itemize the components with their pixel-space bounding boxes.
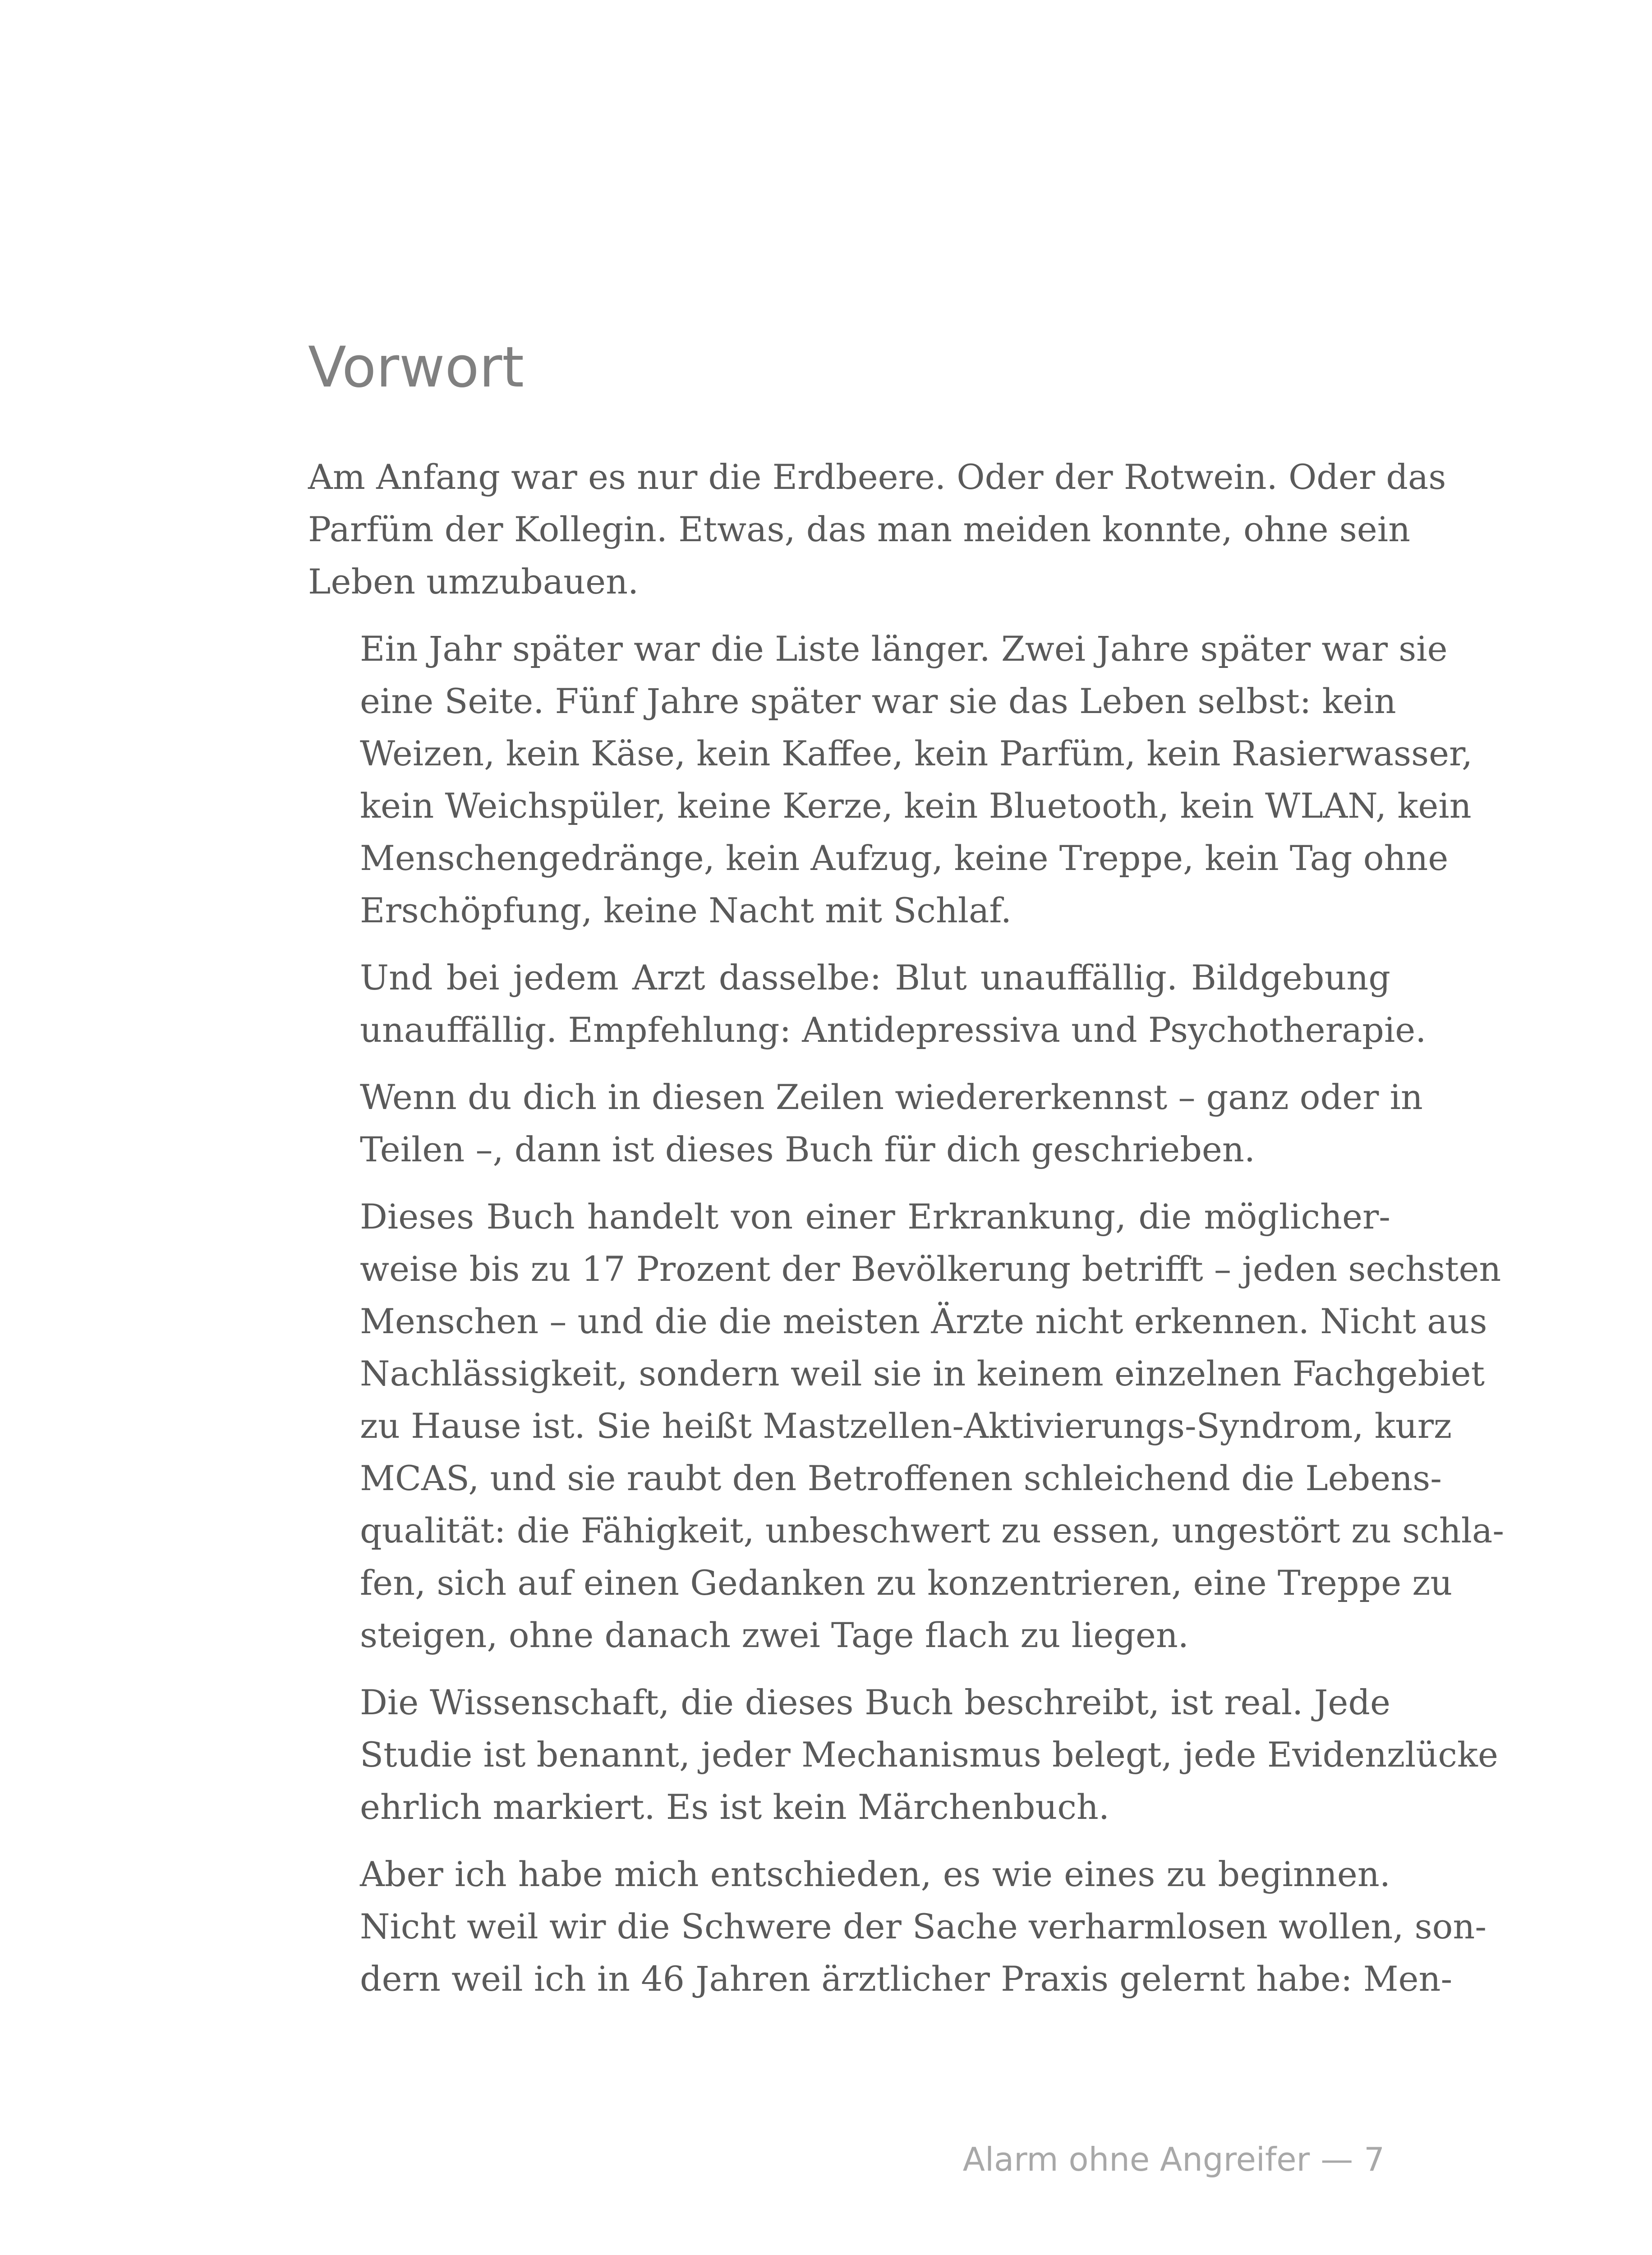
text-line: Wenn du dich in diesen Zeilen wiedererkennst – ganz oder in xyxy=(360,1077,1423,1117)
text-line: eine Seite. Fünf Jahre später war sie das Leben selbst: kein xyxy=(360,681,1396,721)
text-line: Parfüm der Kollegin. Etwas, das man meiden konnte, ohne sein xyxy=(308,509,1411,549)
text-line: Erschöpfung, keine Nacht mit Schlaf. xyxy=(360,890,1012,930)
text-line: Menschengedränge, kein Aufzug, keine Treppe, kein Tag ohne xyxy=(360,838,1449,878)
text-line: MCAS, und sie raubt den Betroffenen schleichend die Lebens- xyxy=(360,1458,1442,1498)
paragraph xyxy=(308,1676,1498,1833)
text-line: weise bis zu 17 Prozent der Bevölkerung betrifft – jeden sechsten xyxy=(360,1249,1501,1289)
text-line: Am Anfang war es nur die Erdbeere. Oder der Rotwein. Oder das xyxy=(308,457,1446,497)
footer-separator: — xyxy=(1321,2140,1353,2178)
paragraph xyxy=(308,1191,1505,1661)
text-line: Und bei jedem Arzt dasselbe: Blut unauffällig. Bildgebung xyxy=(360,957,1390,998)
text-line: Ein Jahr später war die Liste länger. Zwei Jahre später war sie xyxy=(360,629,1448,669)
chapter-title: Vorwort xyxy=(308,335,524,400)
body-text xyxy=(308,451,1505,2020)
text-line: Nachlässigkeit, sondern weil sie in keinem einzelnen Fachgebiet xyxy=(360,1353,1485,1394)
paragraph xyxy=(308,623,1473,937)
running-footer xyxy=(943,2137,1385,2182)
text-line: ehrlich markiert. Es ist kein Märchenbuch. xyxy=(360,1787,1110,1827)
paragraph xyxy=(308,1071,1423,1176)
paragraph xyxy=(308,952,1427,1056)
text-line: Weizen, kein Käse, kein Kaffee, kein Parfüm, kein Rasierwasser, xyxy=(360,733,1473,773)
text-line: unauffällig. Empfehlung: Antidepressiva und Psychotherapie. xyxy=(360,1010,1427,1050)
text-line: Menschen – und die die meisten Ärzte nicht erkennen. Nicht aus xyxy=(360,1301,1487,1341)
text-line: Nicht weil wir die Schwere der Sache verharmlosen wollen, son- xyxy=(360,1906,1487,1947)
text-line: Leben umzubauen. xyxy=(308,561,639,602)
paragraph xyxy=(308,451,1446,608)
text-line: Teilen –, dann ist dieses Buch für dich geschrieben. xyxy=(360,1129,1256,1169)
text-line: zu Hause ist. Sie heißt Mastzellen-Aktivierungs-Syndrom, kurz xyxy=(360,1406,1452,1446)
text-line: Aber ich habe mich entschieden, es wie eines zu beginnen. xyxy=(360,1854,1390,1894)
footer-book-title: Alarm ohne Angreifer xyxy=(962,2140,1310,2178)
text-line: Dieses Buch handelt von einer Erkrankung, die möglicher- xyxy=(360,1197,1390,1237)
text-line: Die Wissenschaft, die dieses Buch beschreibt, ist real. Jede xyxy=(360,1682,1390,1722)
text-line: steigen, ohne danach zwei Tage flach zu liegen. xyxy=(360,1615,1189,1655)
text-line: dern weil ich in 46 Jahren ärztlicher Praxis gelernt habe: Men- xyxy=(360,1959,1453,1999)
text-line: Studie ist benannt, jeder Mechanismus belegt, jede Evidenzlücke xyxy=(360,1735,1498,1775)
text-line: kein Weichspüler, keine Kerze, kein Bluetooth, kein WLAN, kein xyxy=(360,786,1472,826)
text-line: fen, sich auf einen Gedanken zu konzentrieren, eine Treppe zu xyxy=(360,1563,1453,1603)
page-number: 7 xyxy=(1364,2140,1385,2178)
paragraph xyxy=(308,1848,1487,2005)
text-line: qualität: die Fähigkeit, unbeschwert zu essen, ungestört zu schla- xyxy=(360,1510,1505,1551)
